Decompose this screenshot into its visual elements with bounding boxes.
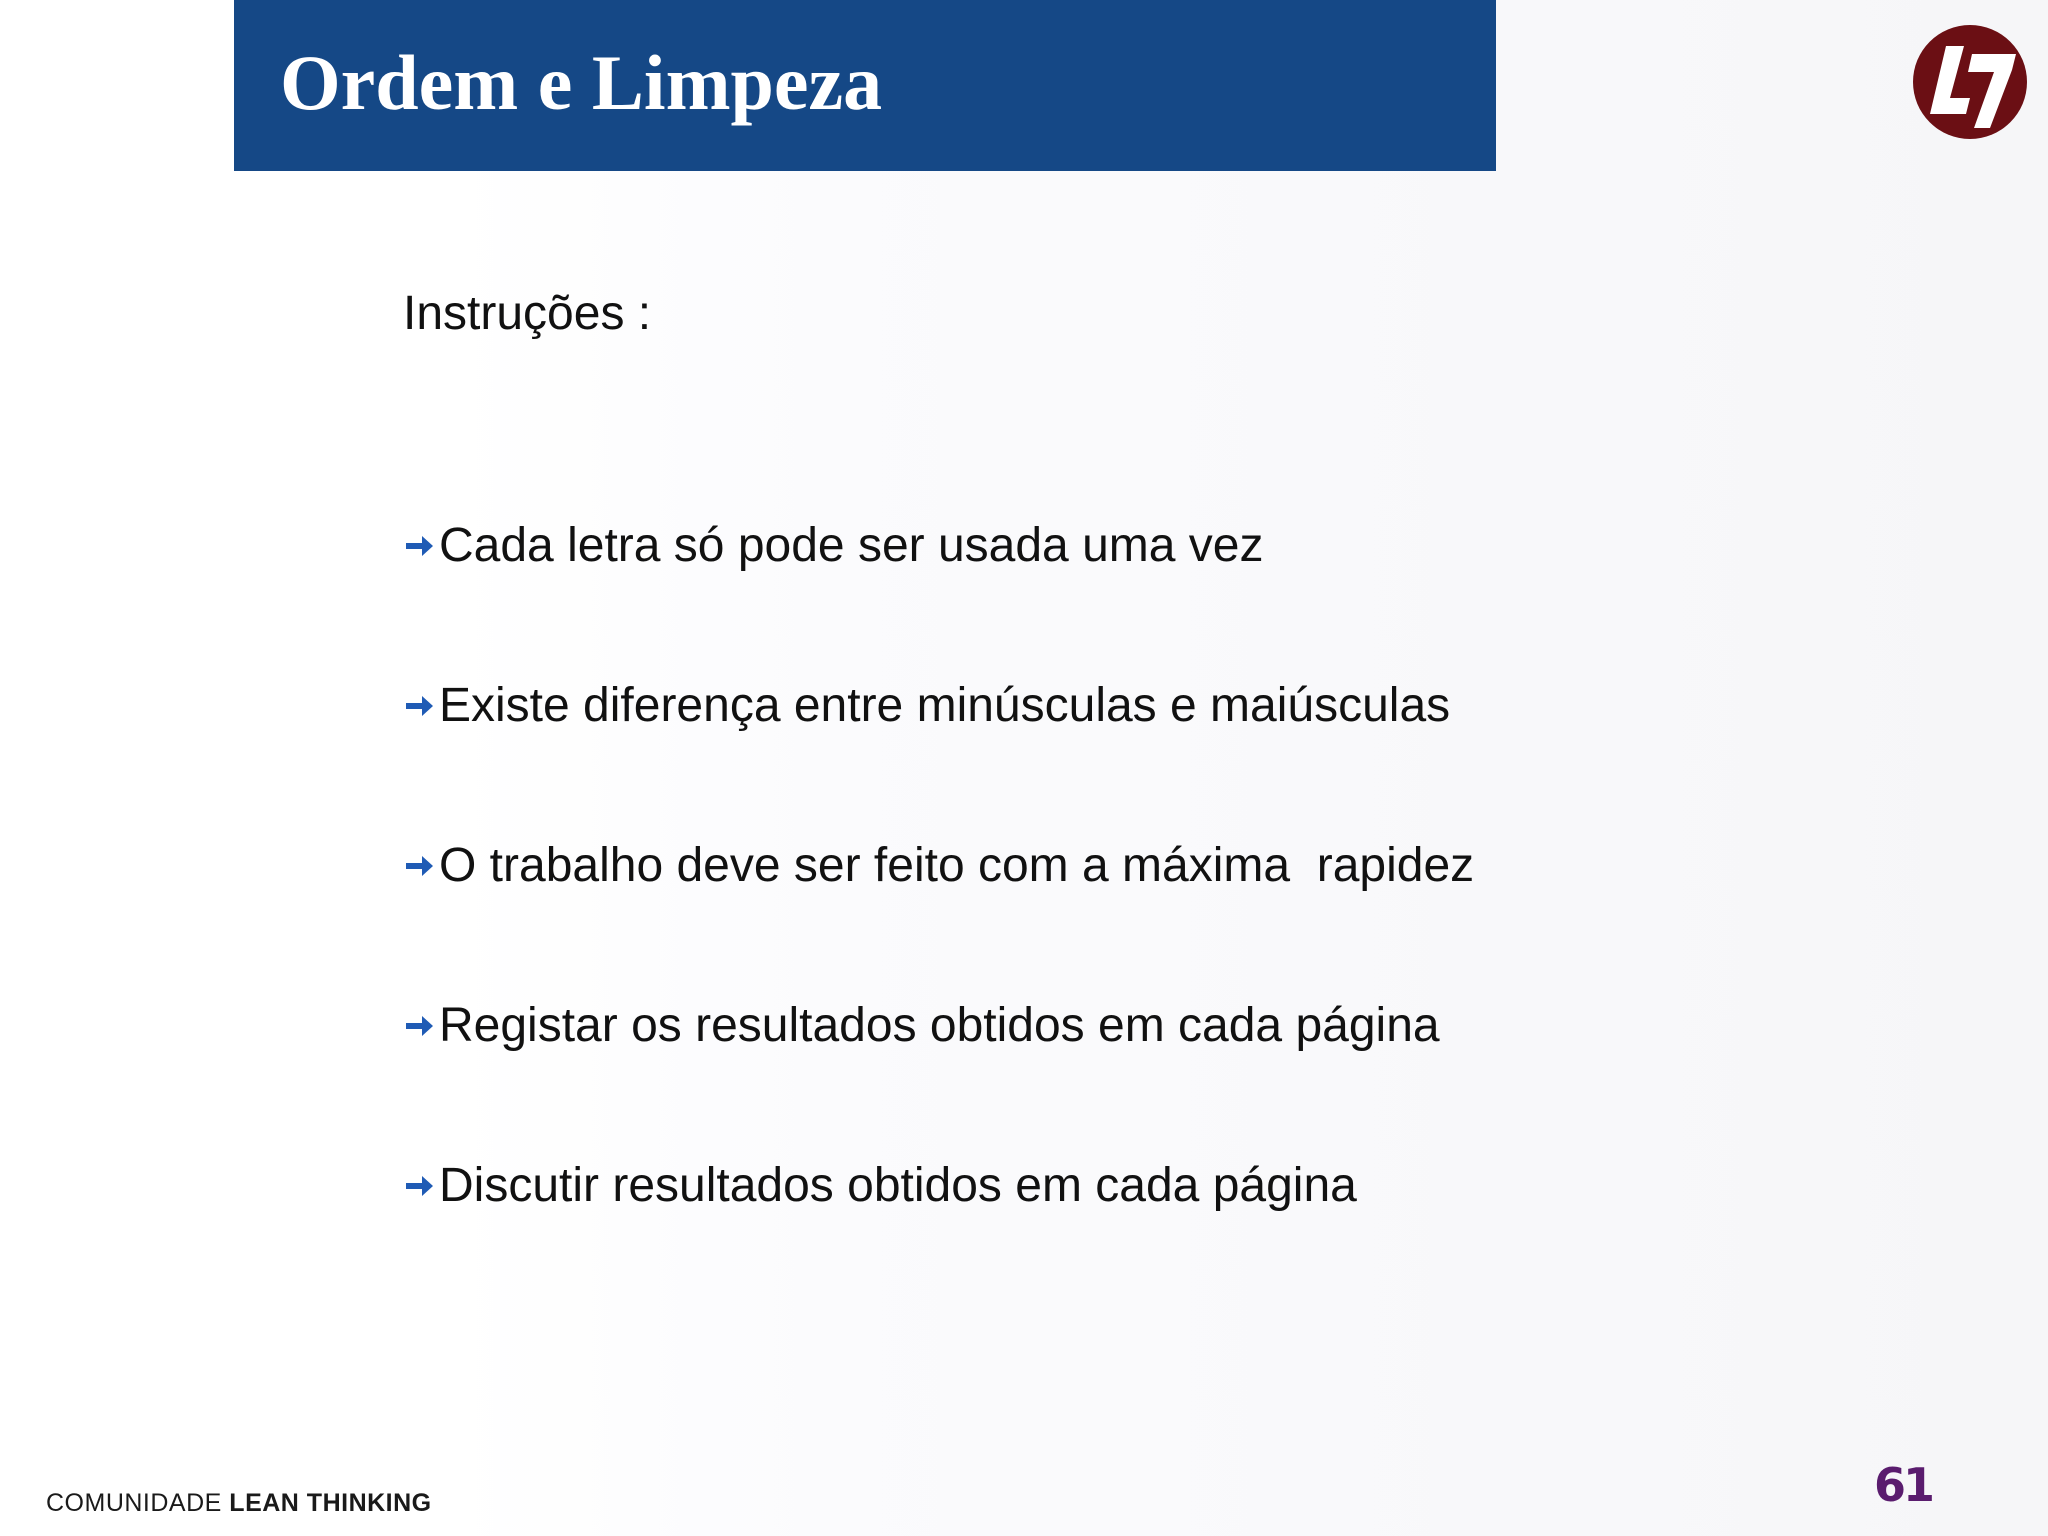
L7-logo-icon xyxy=(1912,24,2028,140)
list-item xyxy=(403,520,1474,680)
instruction-list xyxy=(403,520,1474,1320)
footer-community-label xyxy=(46,1489,432,1518)
arrow-right-icon xyxy=(403,850,435,882)
instructions-heading: Instruções : xyxy=(403,287,652,340)
arrow-right-icon xyxy=(403,1170,435,1202)
list-item xyxy=(403,840,1474,1000)
list-item xyxy=(403,1160,1474,1320)
arrow-right-icon xyxy=(403,690,435,722)
title-bar xyxy=(234,0,1496,171)
list-item-text: Registar os resultados obtidos em cada página xyxy=(439,999,1440,1052)
list-item xyxy=(403,1000,1474,1160)
list-item-text: Discutir resultados obtidos em cada página xyxy=(439,1159,1357,1212)
footer-community-bold: LEAN THINKING xyxy=(229,1489,432,1517)
list-item-text: Existe diferença entre minúsculas e maiúsculas xyxy=(439,679,1451,732)
arrow-right-icon xyxy=(403,1010,435,1042)
footer-community-prefix: COMUNIDADE xyxy=(46,1489,222,1517)
arrow-right-icon xyxy=(403,530,435,562)
list-item-text: O trabalho deve ser feito com a máxima rapidez xyxy=(439,839,1475,892)
list-item-text: Cada letra só pode ser usada uma vez xyxy=(439,519,1264,572)
page-title: Ordem e Limpeza xyxy=(280,39,883,126)
list-item xyxy=(403,680,1474,840)
page-number: 61 xyxy=(1874,1458,1933,1512)
